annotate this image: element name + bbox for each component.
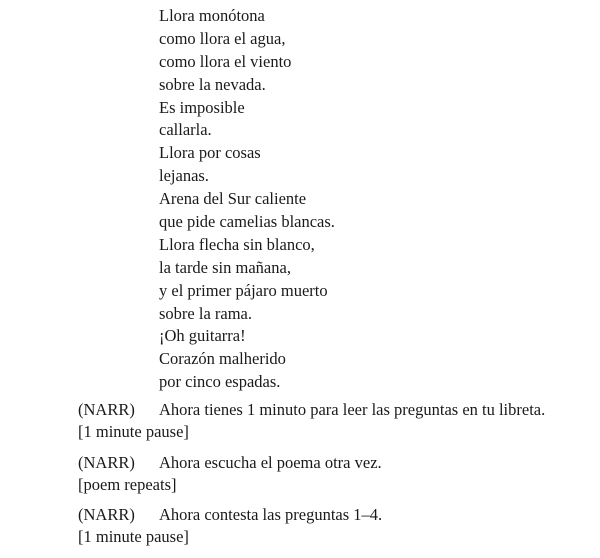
poem-line: que pide camelias blancas.	[159, 212, 335, 232]
poem-line: lejanas.	[159, 166, 209, 186]
poem-line: Llora flecha sin blanco,	[159, 234, 315, 254]
poem-line: la tarde sin mañana,	[159, 257, 291, 277]
speaker-tag: (NARR)	[78, 453, 135, 472]
poem-line: sobre la nevada.	[159, 74, 266, 94]
poem-line: y el primer pájaro muerto	[159, 280, 328, 300]
poem-line: sobre la rama.	[159, 303, 252, 323]
poem-line: como llora el viento	[159, 51, 292, 71]
narration-line	[78, 399, 598, 421]
poem-line: Llora por cosas	[159, 143, 261, 163]
speaker-tag: (NARR)	[78, 400, 135, 419]
poem-line: Llora monótona	[159, 6, 265, 25]
narration-block	[78, 399, 598, 443]
poem	[159, 5, 335, 394]
stage-direction: [poem repeats]	[78, 475, 177, 494]
narration-block	[78, 504, 598, 548]
poem-line: Corazón malherido	[159, 349, 286, 369]
narration-text: Ahora contesta las preguntas 1–4.	[159, 505, 383, 524]
poem-line: callarla.	[159, 120, 212, 140]
narration-text: Ahora escucha el poema otra vez.	[159, 453, 382, 472]
poem-line: Es imposible	[159, 97, 245, 117]
speaker-tag: (NARR)	[78, 505, 135, 524]
narration-line	[78, 504, 598, 526]
narration-line	[78, 452, 598, 474]
poem-line: ¡Oh guitarra!	[159, 326, 246, 346]
poem-line: Arena del Sur caliente	[159, 189, 307, 209]
stage-direction: [1 minute pause]	[78, 422, 189, 441]
poem-line: por cinco espadas.	[159, 372, 281, 392]
narration-text: Ahora tienes 1 minuto para leer las preguntas en tu libreta.	[159, 400, 546, 419]
narration-block	[78, 452, 598, 496]
poem-line: como llora el agua,	[159, 28, 286, 48]
stage-direction: [1 minute pause]	[78, 527, 189, 546]
